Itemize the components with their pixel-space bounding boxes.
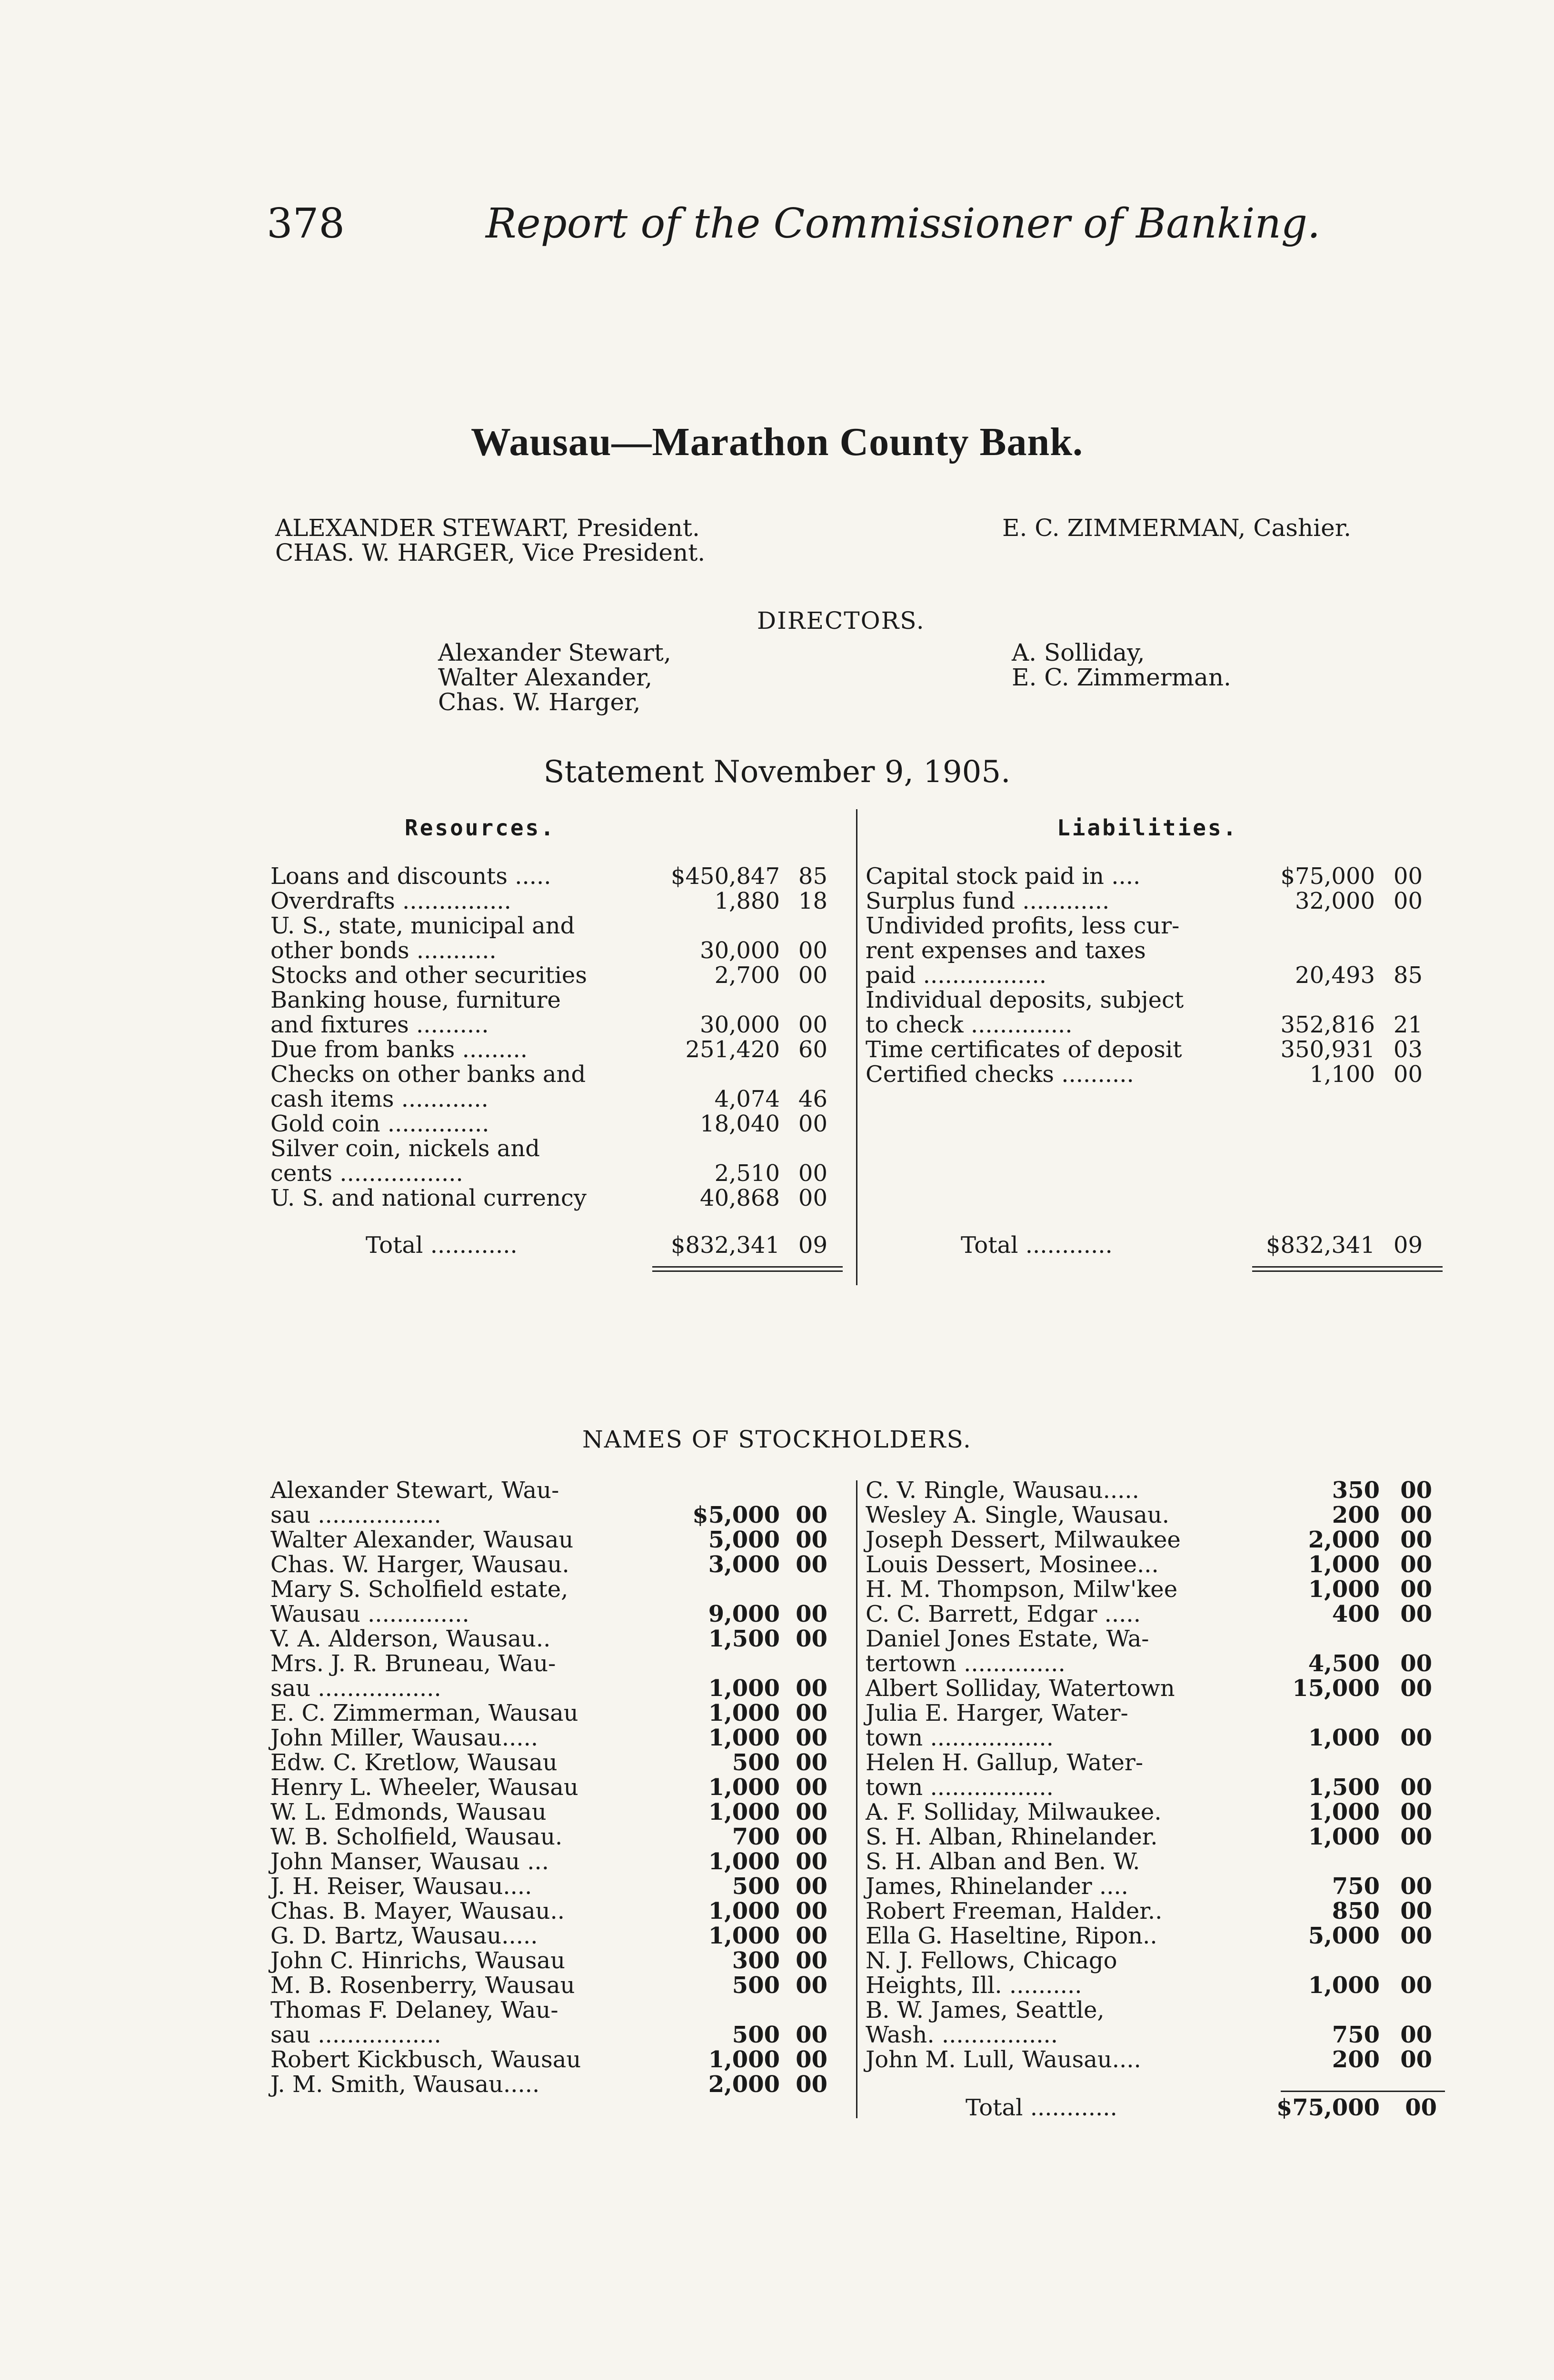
row-dollars: 1,000 [1308,1576,1380,1603]
row-dollars: 1,000 [1308,1972,1380,1999]
row-label: C. V. Ringle, Wausau..... [866,1477,1139,1504]
stockholders-right-table [866,1478,1446,2072]
row-label: Overdrafts ............... [270,888,511,914]
table-row [866,1825,1446,1849]
row-cents: 00 [1400,1898,1432,1924]
row-dollars: 1,000 [708,1675,780,1702]
table-row [270,1062,847,1087]
row-dollars: 18,040 [700,1111,780,1137]
row-label: Loans and discounts ..... [270,863,551,890]
table-row [270,1899,847,1924]
row-cents: 00 [1400,1650,1432,1677]
row-label: Helen H. Gallup, Water- [866,1749,1144,1776]
row-cents: 60 [798,1036,827,1063]
row-label: Robert Kickbusch, Wausau [270,2046,581,2073]
row-dollars: 20,493 [1295,962,1375,989]
row-cents: 00 [1400,1477,1432,1504]
row-cents: 46 [798,1086,827,1112]
directors-right [1012,640,1231,690]
row-cents: 00 [796,1675,827,1702]
row-dollars: 5,000 [1308,1923,1380,1949]
row-cents: 21 [1393,1012,1423,1038]
row-dollars: 1,100 [1309,1061,1375,1088]
row-label: N. J. Fellows, Chicago [866,1947,1117,1974]
row-label: Individual deposits, subject [866,987,1184,1013]
row-cents: 00 [1400,1675,1432,1702]
row-dollars: 1,000 [708,1848,780,1875]
table-row [270,1552,847,1577]
row-cents: 85 [798,863,827,890]
row-label: Stocks and other securities [270,962,587,989]
table-row [270,1750,847,1775]
row-cents: 00 [796,1502,827,1528]
table-row [866,1577,1446,1602]
total-rule [1281,2091,1445,2092]
stockholders-total-row [866,2095,1446,2120]
row-dollars: 1,880 [714,888,780,914]
total-cents: 09 [798,1232,827,1259]
row-cents: 00 [1400,1824,1432,1850]
table-row [270,1602,847,1626]
row-dollars: 400 [1332,1601,1380,1627]
resources-table [270,864,847,1210]
table-row [270,889,847,913]
row-label: Albert Solliday, Watertown [866,1675,1175,1702]
row-dollars: 1,000 [708,1923,780,1949]
row-label: sau ................. [270,1675,441,1702]
row-cents: 00 [798,937,827,964]
row-cents: 00 [796,1601,827,1627]
row-dollars: 500 [732,1873,780,1900]
resources-heading: Resources. [405,815,556,841]
table-row [866,1527,1446,1552]
row-label: Chas. B. Mayer, Wausau.. [270,1898,565,1924]
row-cents: 00 [1400,1873,1432,1900]
row-label: E. C. Zimmerman, Wausau [270,1700,578,1726]
row-dollars: 350,931 [1280,1036,1375,1063]
row-cents: 00 [1393,863,1423,890]
row-dollars: 1,000 [708,2046,780,2073]
row-label: to check .............. [866,1012,1073,1038]
row-dollars: 500 [732,2022,780,2048]
row-cents: 00 [1400,1527,1432,1553]
row-dollars: 750 [1332,1873,1380,1900]
row-cents: 00 [1400,1799,1432,1825]
row-dollars: 350 [1332,1477,1380,1504]
row-cents: 00 [798,1111,827,1137]
liabilities-heading: Liabilities. [1057,815,1238,841]
director-name: Alexander Stewart, [438,639,671,666]
row-dollars: 2,000 [708,2071,780,2098]
table-row [270,1701,847,1726]
table-row [270,913,847,938]
row-label: Robert Freeman, Halder.. [866,1898,1163,1924]
row-cents: 00 [1400,2022,1432,2048]
table-row [270,1676,847,1701]
row-label: Surplus fund ............ [866,888,1110,914]
row-label: S. H. Alban and Ben. W. [866,1848,1140,1875]
row-label: W. L. Edmonds, Wausau [270,1799,547,1825]
row-label: John M. Lull, Wausau.... [866,2046,1141,2073]
row-cents: 00 [796,1923,827,1949]
row-dollars: 1,000 [1308,1824,1380,1850]
table-row [270,1651,847,1676]
row-cents: 00 [798,1185,827,1211]
total-label: Total ............ [366,1232,518,1259]
table-row [270,2023,847,2047]
row-dollars: 3,000 [708,1551,780,1578]
row-dollars: 200 [1332,2046,1380,2073]
total-dollars: $75,000 [1276,2094,1380,2121]
table-row [270,1800,847,1825]
table-row [270,1111,847,1136]
row-label: U. S., state, municipal and [270,912,575,939]
column-divider [856,809,857,1285]
row-dollars: 1,000 [1308,1551,1380,1578]
resources-total-row [270,1233,847,1258]
table-row [270,1503,847,1527]
liabilities-total-row [866,1233,1446,1258]
table-row [866,1800,1446,1825]
row-dollars: 850 [1332,1898,1380,1924]
table-row [866,1973,1446,1998]
table-row [270,1849,847,1874]
row-dollars: $450,847 [670,863,780,890]
row-cents: 00 [796,1824,827,1850]
table-row [270,1037,847,1062]
row-dollars: 32,000 [1295,888,1375,914]
table-row [866,1726,1446,1750]
table-row [270,1924,847,1948]
stockholders-heading: NAMES OF STOCKHOLDERS. [582,1426,972,1453]
row-label: M. B. Rosenberry, Wausau [270,1972,575,1999]
row-label: J. H. Reiser, Wausau.... [270,1873,532,1900]
page-number: 378 [267,200,345,248]
row-label: other bonds ........... [270,937,497,964]
director-name: E. C. Zimmerman. [1012,664,1231,691]
table-row [866,889,1446,913]
row-dollars: 1,000 [708,1700,780,1726]
row-cents: 18 [798,888,827,914]
row-label: John Manser, Wausau ... [270,1848,549,1875]
table-row [866,913,1446,938]
table-row [270,1948,847,1973]
row-label: Mary S. Scholfield estate, [270,1576,568,1603]
row-label: town ................. [866,1725,1054,1751]
row-label: Time certificates of deposit [866,1036,1182,1063]
row-cents: 00 [796,1527,827,1553]
row-cents: 00 [796,1725,827,1751]
table-row [866,2023,1446,2047]
row-label: Capital stock paid in .... [866,863,1141,890]
row-label: J. M. Smith, Wausau..... [270,2071,540,2098]
row-dollars: 1,000 [1308,1725,1380,1751]
row-label: Heights, Ill. .......... [866,1972,1082,1999]
table-row [270,1577,847,1602]
row-dollars: 1,500 [708,1626,780,1652]
double-rule [1252,1266,1443,1272]
table-row [866,1062,1446,1087]
row-label: Alexander Stewart, Wau- [270,1477,559,1504]
row-dollars: $75,000 [1280,863,1375,890]
row-label: Certified checks .......... [866,1061,1134,1088]
row-dollars: 1,500 [1308,1774,1380,1801]
table-row [866,938,1446,963]
total-label: Total ............ [966,2094,1117,2121]
table-row [270,1825,847,1849]
row-cents: 00 [1393,888,1423,914]
row-label: Wash. ................ [866,2022,1058,2048]
double-rule [652,1266,843,1272]
table-row [866,1602,1446,1626]
row-dollars: 1,000 [708,1725,780,1751]
row-cents: 00 [796,2022,827,2048]
row-cents: 00 [1400,1576,1432,1603]
table-row [866,1775,1446,1800]
row-cents: 03 [1393,1036,1423,1063]
total-cents: 00 [1405,2094,1437,2121]
table-row [270,1186,847,1210]
row-cents: 00 [1400,2046,1432,2073]
row-label: cash items ............ [270,1086,488,1112]
row-dollars: 9,000 [708,1601,780,1627]
row-label: cents ................. [270,1160,463,1187]
table-row [866,1012,1446,1037]
row-cents: 00 [796,1626,827,1652]
row-label: Mrs. J. R. Bruneau, Wau- [270,1650,556,1677]
table-row [866,1998,1446,2023]
row-cents: 00 [796,2071,827,2098]
row-cents: 00 [1400,1725,1432,1751]
row-cents: 00 [796,1848,827,1875]
table-row [866,1478,1446,1503]
directors-left [438,640,671,714]
table-row [866,1552,1446,1577]
row-label: Ella G. Haseltine, Ripon.. [866,1923,1157,1949]
table-row [866,963,1446,988]
row-dollars: 500 [732,1972,780,1999]
row-cents: 00 [796,1972,827,1999]
row-cents: 00 [1393,1061,1423,1088]
row-label: A. F. Solliday, Milwaukee. [866,1799,1162,1825]
row-label: Chas. W. Harger, Wausau. [270,1551,569,1578]
row-cents: 00 [796,2046,827,2073]
row-label: Silver coin, nickels and [270,1135,540,1162]
row-label: Checks on other banks and [270,1061,586,1088]
statement-title: Statement November 9, 1905. [543,754,1011,790]
table-row [866,1037,1446,1062]
table-row [270,1998,847,2023]
president-line: ALEXANDER STEWART, President. [275,514,700,542]
row-label: sau ................. [270,1502,441,1528]
table-row [270,1626,847,1651]
row-label: John Miller, Wausau..... [270,1725,538,1751]
row-label: James, Rhinelander .... [866,1873,1128,1900]
row-label: U. S. and national currency [270,1185,587,1211]
row-label: Wausau .............. [270,1601,469,1627]
liabilities-table [866,864,1446,1087]
cashier-line: E. C. ZIMMERMAN, Cashier. [1002,514,1352,542]
row-dollars: 200 [1332,1502,1380,1528]
row-dollars: 5,000 [708,1527,780,1553]
table-row [270,1087,847,1111]
row-label: G. D. Bartz, Wausau..... [270,1923,538,1949]
row-dollars: 2,510 [714,1160,780,1187]
row-cents: 00 [798,1012,827,1038]
stockholders-left-table [270,1478,847,2097]
row-cents: 00 [796,1873,827,1900]
row-cents: 00 [796,1749,827,1776]
row-label: Joseph Dessert, Milwaukee [866,1527,1181,1553]
table-row [270,988,847,1012]
row-dollars: 500 [732,1749,780,1776]
total-cents: 09 [1393,1232,1423,1259]
row-dollars: 750 [1332,2022,1380,2048]
row-dollars: 4,500 [1308,1650,1380,1677]
row-label: rent expenses and taxes [866,937,1146,964]
row-cents: 00 [796,1774,827,1801]
table-row [866,2047,1446,2072]
row-label: Gold coin .............. [270,1111,489,1137]
row-dollars: 1,000 [708,1774,780,1801]
table-row [866,1701,1446,1726]
table-row [866,1626,1446,1651]
row-cents: 00 [1400,1972,1432,1999]
row-dollars: 2,000 [1308,1527,1380,1553]
table-row [270,1136,847,1161]
table-row [270,1874,847,1899]
row-dollars: 1,000 [1308,1799,1380,1825]
total-dollars: $832,341 [1265,1232,1375,1259]
row-label: Julia E. Harger, Water- [866,1700,1128,1726]
row-dollars: 2,700 [714,962,780,989]
row-label: Banking house, furniture [270,987,561,1013]
director-name: Walter Alexander, [438,664,653,691]
row-label: Wesley A. Single, Wausau. [866,1502,1170,1528]
row-label: sau ................. [270,2022,441,2048]
row-label: Louis Dessert, Mosinee... [866,1551,1159,1578]
table-row [270,1973,847,1998]
row-cents: 00 [1400,1551,1432,1578]
row-label: S. H. Alban, Rhinelander. [866,1824,1158,1850]
row-label: Edw. C. Kretlow, Wausau [270,1749,558,1776]
bank-title: Wausau—Marathon County Bank. [471,420,1083,464]
table-row [866,1948,1446,1973]
table-row [270,1726,847,1750]
table-row [270,1012,847,1037]
director-name: Chas. W. Harger, [438,688,641,716]
table-row [270,1161,847,1186]
table-row [866,1899,1446,1924]
row-label: Daniel Jones Estate, Wa- [866,1626,1149,1652]
vice-president-line: CHAS. W. HARGER, Vice President. [275,539,706,566]
row-cents: 00 [796,1700,827,1726]
table-row [866,1849,1446,1874]
row-label: C. C. Barrett, Edgar ..... [866,1601,1141,1627]
row-dollars: $5,000 [692,1502,780,1528]
row-label: W. B. Scholfield, Wausau. [270,1824,563,1850]
row-label: John C. Hinrichs, Wausau [270,1947,565,1974]
row-label: Thomas F. Delaney, Wau- [270,1997,558,2023]
table-row [866,1924,1446,1948]
row-cents: 85 [1393,962,1423,989]
table-row [270,938,847,963]
table-row [866,1750,1446,1775]
table-row [866,1676,1446,1701]
row-cents: 00 [798,1160,827,1187]
row-dollars: 1,000 [708,1799,780,1825]
row-dollars: 352,816 [1280,1012,1375,1038]
table-row [866,988,1446,1012]
row-cents: 00 [796,1799,827,1825]
row-cents: 00 [1400,1923,1432,1949]
table-row [270,2047,847,2072]
row-cents: 00 [1400,1774,1432,1801]
row-label: Henry L. Wheeler, Wausau [270,1774,578,1801]
table-row [270,963,847,988]
row-label: B. W. James, Seattle, [866,1997,1105,2023]
row-dollars: 700 [732,1824,780,1850]
row-label: tertown .............. [866,1650,1066,1677]
row-cents: 00 [1400,1601,1432,1627]
table-row [270,1478,847,1503]
row-dollars: 30,000 [700,937,780,964]
row-label: Due from banks ......... [270,1036,528,1063]
row-cents: 00 [798,962,827,989]
row-dollars: 30,000 [700,1012,780,1038]
row-dollars: 300 [732,1947,780,1974]
table-row [270,1775,847,1800]
row-label: H. M. Thompson, Milw'kee [866,1576,1178,1603]
row-label: paid ................. [866,962,1047,989]
row-label: Undivided profits, less cur- [866,912,1180,939]
row-dollars: 15,000 [1292,1675,1380,1702]
table-row [270,1527,847,1552]
table-row [270,2072,847,2097]
table-row [866,864,1446,889]
row-label: Walter Alexander, Wausau [270,1527,574,1553]
directors-heading: DIRECTORS. [757,607,925,635]
row-label: and fixtures .......... [270,1012,489,1038]
row-cents: 00 [796,1947,827,1974]
director-name: A. Solliday, [1012,639,1145,666]
row-cents: 00 [796,1551,827,1578]
row-dollars: 251,420 [685,1036,780,1063]
table-row [866,1503,1446,1527]
table-row [866,1874,1446,1899]
total-label: Total ............ [961,1232,1113,1259]
row-label: town ................. [866,1774,1054,1801]
table-row [270,864,847,889]
row-dollars: 4,074 [714,1086,780,1112]
row-label: V. A. Alderson, Wausau.. [270,1626,551,1652]
table-row [866,1651,1446,1676]
running-title: Report of the Commissioner of Banking. [486,200,1321,248]
column-divider [856,1480,857,2118]
row-cents: 00 [1400,1502,1432,1528]
row-dollars: 40,868 [700,1185,780,1211]
row-cents: 00 [796,1898,827,1924]
total-dollars: $832,341 [670,1232,780,1259]
row-dollars: 1,000 [708,1898,780,1924]
